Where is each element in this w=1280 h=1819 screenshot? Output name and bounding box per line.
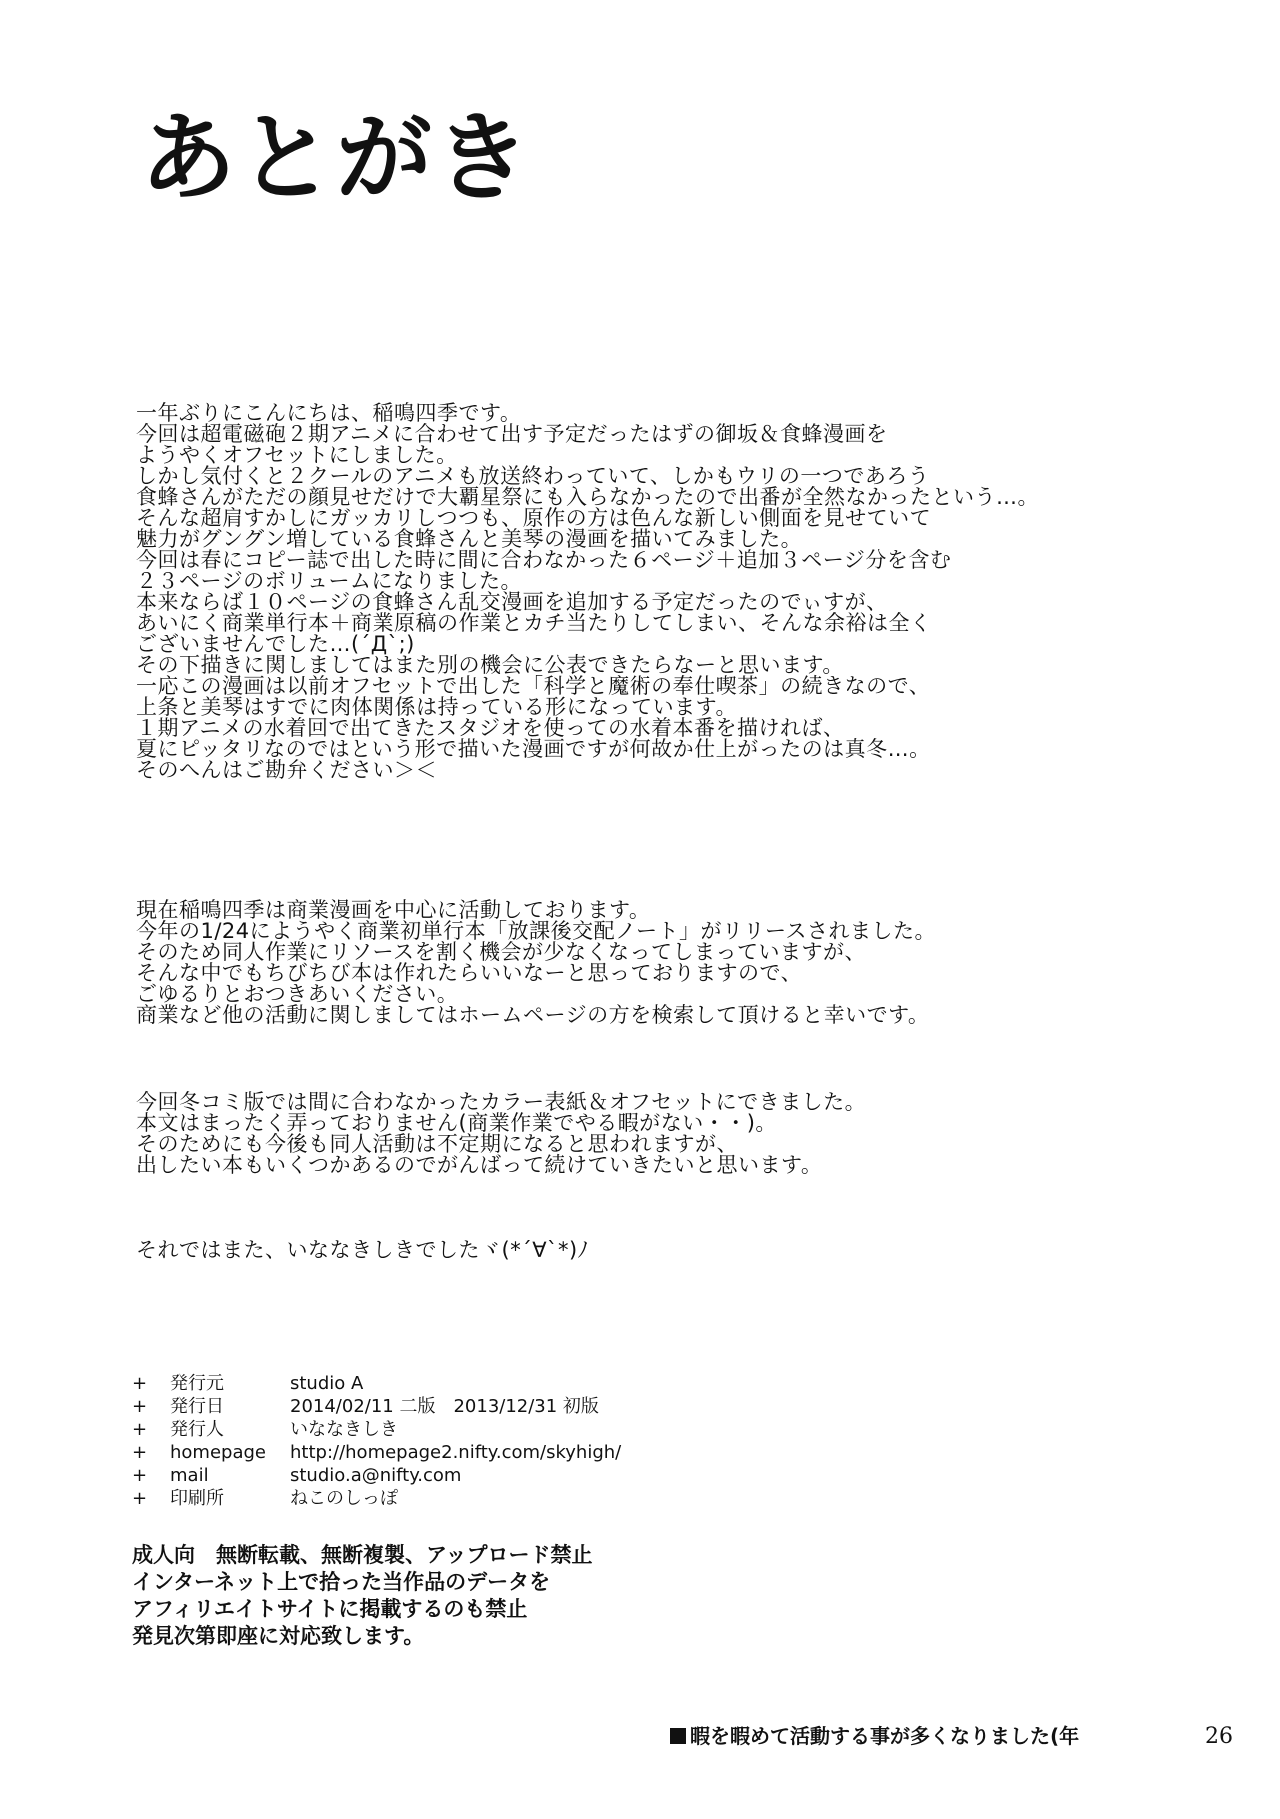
text-line: しかし気付くと２クールのアニメも放送終わっていて、しかもウリの一つであろう [136,464,930,488]
text-line: 食蜂さんがただの顔見せだけで大覇星祭にも入らなかったので出番が全然なかったという…。 [136,485,1039,509]
text-line: １期アニメの水着回で出てきたスタジオを使っての水着本番を描ければ、 [136,716,845,740]
colophon-value: いななきしき [290,1419,398,1440]
text-line: ございませんでした…(´Д`;) [136,632,415,656]
text-line: 出したい本もいくつかあるのでがんばって続けていきたいと思います。 [136,1153,823,1177]
afterword-paragraph-3 [136,1092,866,1176]
text-line: 上条と美琴はすでに肉体関係は持っている形になっています。 [136,695,737,719]
colophon-row [132,1464,621,1487]
page-number: 26 [1205,1724,1233,1749]
text-line: 今回は超電磁砲２期アニメに合わせて出す予定だったはずの御坂＆食蜂漫画を [136,422,888,446]
text-line: そんな超肩すかしにガッカリしつつも、原作の方は色んな新しい側面を見せていて [136,506,932,530]
warning-line: 成人向 無断転載、無断複製、アップロード禁止 [132,1543,593,1567]
plus-marker: + [132,1465,148,1486]
text-line: 魅力がグングン増している食蜂さんと美琴の漫画を描いてみました。 [136,527,803,551]
colophon-label: 発行人 [170,1419,224,1440]
plus-marker: + [132,1373,148,1394]
mail-address: studio.a@nifty.com [290,1465,462,1486]
colophon [132,1372,621,1510]
colophon-label: 印刷所 [170,1488,224,1509]
black-square-icon [670,1728,686,1744]
text-line: 商業など他の活動に関しましてはホームページの方を検索して頂けると幸いです。 [136,1003,930,1027]
text-line: 一応この漫画は以前オフセットで出した「科学と魔術の奉仕喫茶」の続きなので、 [136,674,931,698]
text-line: 今回は春にコピー誌で出した時に間に合わなかった６ページ＋追加３ページ分を含む [136,548,952,572]
text-line: あいにく商業単行本＋商業原稿の作業とカチ当たりしてしまい、そんな余裕は全く [136,611,932,635]
text-line: そんな中でもちびちび本は作れたらいいなーと思っておりますので、 [136,961,803,985]
colophon-value: 2014/02/11 二版 2013/12/31 初版 [290,1396,599,1417]
plus-marker: + [132,1419,148,1440]
text-line: その下描きに関しましてはまた別の機会に公表できたらなーと思います。 [136,653,844,677]
text-line: ようやくオフセットにしました。 [136,443,458,467]
plus-marker: + [132,1442,148,1463]
warning-line: インターネット上で拾った当作品のデータを [132,1570,551,1594]
plus-marker: + [132,1488,148,1509]
page-title: あとがき [140,101,532,214]
warning-line: 発見次第即座に対応致します。 [132,1624,425,1648]
footer-note-text: 暇を暇めて活動する事が多くなりました(年 [690,1724,1080,1748]
text-line: そのためにも今後も同人活動は不定期になると思われますが、 [136,1132,738,1156]
colophon-label: mail [170,1465,209,1486]
colophon-row [132,1395,621,1418]
text-line: そのへんはご勘弁ください＞＜ [136,758,437,782]
colophon-label: 発行日 [170,1396,224,1417]
colophon-row [132,1372,621,1395]
text-line: 一年ぶりにこんにちは、稲鳴四季です。 [136,401,522,425]
text-line: 夏にピッタリなのではという形で描いた漫画ですが何故か仕上がったのは真冬…。 [136,737,931,761]
copyright-warning [132,1542,593,1650]
text-line: 本文はまったく弄っておりません(商業作業でやる暇がない・・)。 [136,1111,777,1135]
colophon-label: homepage [170,1442,266,1463]
footer-note [670,1720,1079,1749]
colophon-label: 発行元 [170,1373,224,1394]
colophon-value: ねこのしっぽ [290,1488,398,1509]
colophon-row [132,1418,621,1441]
text-line: 現在稲鳴四季は商業漫画を中心に活動しております。 [136,898,651,922]
warning-line: アフィリエイトサイトに掲載するのも禁止 [132,1597,528,1621]
colophon-row [132,1487,621,1510]
plus-marker: + [132,1396,148,1417]
homepage-url: http://homepage2.nifty.com/skyhigh/ [290,1442,622,1463]
text-line: ２３ページのボリュームになりました。 [136,569,522,593]
text-line: 本来ならば１０ページの食蜂さん乱交漫画を追加する予定だったのでぃすが、 [136,590,888,614]
text-line: ごゆるりとおつきあいください。 [136,982,459,1006]
text-line: それではまた、いななきしきでしたヾ(*´∀`*)ﾉ [136,1238,589,1262]
afterword-paragraph-1 [136,403,1039,781]
colophon-row [132,1441,621,1464]
text-line: 今年の1/24にようやく商業初単行本「放課後交配ノート」がリリースされました。 [136,919,936,943]
text-line: 今回冬コミ版では間に合わなかったカラー表紙＆オフセットにできました。 [136,1090,867,1114]
text-line: そのため同人作業にリソースを割く機会が少なくなってしまっていますが、 [136,940,866,964]
colophon-value: studio A [290,1373,364,1394]
afterword-closing [136,1240,589,1261]
afterword-paragraph-2 [136,900,936,1026]
